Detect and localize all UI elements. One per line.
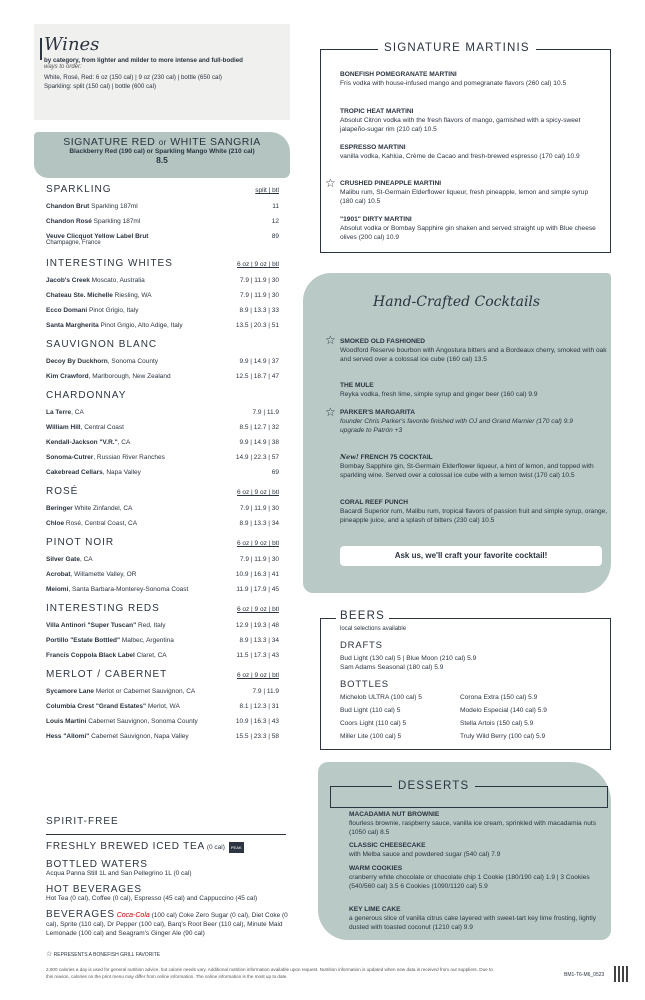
iced-tea-title: FRESHLY BREWED ICED TEA	[46, 841, 205, 853]
wine-name: Santa Margherita	[46, 322, 99, 329]
wine-sub: Champagne, France	[46, 240, 101, 246]
beers-sub: local selections available	[340, 626, 407, 632]
wine-name: Kendall-Jackson "V.R."	[46, 439, 118, 446]
drafts-title: DRAFTS	[340, 640, 383, 651]
wine-desc: , Willamette Valley, OR	[70, 571, 137, 578]
martini-name: TROPIC HEAT MARTINI	[340, 108, 414, 115]
cocktail-desc: Bacardi Superior rum, Malibu rum, tropical flavors of passion fruit and simple syrup, orange, pineapple juice, and a splash of bitters (230 cal) 10.5	[340, 508, 608, 524]
bottle-item: Stella Artois (150 cal) 5.9	[460, 720, 534, 727]
water-desc: Acqua Panna Still 1L and San Pellegrino 1L (0 cal)	[46, 870, 192, 877]
ask-cocktail-banner: Ask us, we'll craft your favorite cocktail!	[340, 546, 602, 566]
wine-desc: , Russian River Ranches	[93, 454, 165, 461]
wine-desc: Sparkling 187ml	[91, 218, 141, 225]
dessert-name: KEY LIME CAKE	[349, 906, 401, 913]
bottle-item: Modelo Especial (140 cal) 5.9	[460, 707, 547, 714]
section-columns: 6 oz | 9 oz | btl	[236, 540, 279, 547]
star-icon: ☆	[325, 405, 336, 419]
wine-price: 11	[272, 203, 279, 210]
wine-price: 7.9 | 11.9 | 30	[239, 292, 279, 299]
wine-item	[46, 277, 279, 284]
cocktail-desc: Reyka vodka, fresh lime, simple syrup and ginger beer (160 cal) 9.9	[340, 391, 538, 398]
wine-desc: White Zinfandel, CA	[72, 505, 133, 512]
wine-item	[46, 505, 279, 512]
wine-price: 11.5 | 17.3 | 43	[236, 652, 279, 659]
wine-desc: , CA	[71, 409, 84, 416]
wine-item	[46, 718, 279, 725]
section-title: INTERESTING WHITES	[46, 258, 173, 269]
martini-name: "1901" DIRTY MARTINI	[340, 216, 412, 223]
wine-item	[46, 358, 279, 365]
wine-item	[46, 688, 279, 695]
bottles-title: BOTTLES	[340, 679, 389, 690]
wine-item	[46, 424, 279, 431]
martini-name: CRUSHED PINEAPPLE MARTINI	[340, 180, 442, 187]
wines-title: Wines	[44, 34, 100, 55]
wine-name: Villa Antinori "Super Tuscan"	[46, 622, 137, 629]
wine-name: Veuve Clicquot Yellow Label Brut	[46, 233, 149, 240]
dessert-desc: with Melba sauce and powdered sugar (540 cal) 7.9	[349, 851, 501, 858]
wine-item	[46, 373, 279, 380]
wine-price: 9.9 | 14.9 | 37	[239, 358, 279, 365]
wine-item	[46, 571, 279, 578]
wine-price: 14.9 | 22.3 | 57	[235, 454, 279, 461]
wine-name: William Hill	[46, 424, 81, 431]
wine-price: 12.9 | 19.3 | 48	[235, 622, 279, 629]
section-header-whites	[46, 258, 279, 269]
cocktail-name: FRENCH 75 COCKTAIL	[360, 454, 433, 461]
wine-price: 13.5 | 20.3 | 51	[235, 322, 279, 329]
wine-name: Chandon Rosé	[46, 218, 92, 225]
section-header-chard	[46, 390, 279, 401]
star-icon: ☆	[325, 333, 336, 347]
wine-desc: Claret, CA	[134, 652, 167, 659]
wine-name: Jacob's Creek	[46, 277, 90, 284]
cocktail-desc: founder Chris Parker's favorite finished with OJ and Grand Marnier (170 cal) 9.9	[340, 418, 573, 425]
sangria-sub: Blackberry Red (190 cal) or Sparkling Mango White (210 cal)	[69, 148, 255, 155]
wine-name: Hess "Allomi"	[46, 733, 90, 740]
martini-desc: Fris vodka with house-infused mango and pomegranate flavors (260 cal) 10.5	[340, 80, 567, 87]
wine-name: Beringer	[46, 505, 73, 512]
water-title: BOTTLED WATERS	[46, 859, 148, 870]
wine-name: Sycamore Lane	[46, 688, 95, 695]
section-title: CHARDONNAY	[46, 390, 127, 401]
wine-item	[46, 439, 279, 446]
draft-line-1: Bud Light (130 cal) 5 | Blue Moon (210 cal) 5.9	[340, 655, 477, 662]
wine-price: 69	[271, 469, 279, 476]
wine-desc: Red, Italy	[136, 622, 166, 629]
wine-price: 9.9 | 14.9 | 38	[239, 439, 279, 446]
bottle-item: Truly Wild Berry (100 cal) 5.9	[460, 733, 546, 740]
section-title: MERLOT / CABERNET	[46, 669, 168, 680]
wine-item	[46, 203, 279, 210]
section-columns: 6 oz | 9 oz | btl	[236, 672, 279, 679]
bottle-item: Bud Light (110 cal) 5	[340, 707, 401, 714]
section-title: INTERESTING REDS	[46, 603, 160, 614]
wine-name: Cakebread Cellars	[46, 469, 103, 476]
iced-tea-cal: (0 cal)	[206, 844, 225, 852]
wine-name: Chloe	[46, 520, 65, 527]
bottle-item: Miller Lite (100 cal) 5	[340, 733, 402, 740]
wines-header	[34, 24, 290, 120]
dessert-desc: flourless brownie, raspberry sauce, vanilla ice cream, sprinkled with macadamia nuts (1050 cal) 8.5	[349, 820, 597, 836]
wine-item	[46, 292, 279, 299]
bottle-item: Michelob ULTRA (100 cal) 5	[340, 694, 422, 701]
sangria-title-b: WHITE SANGRIA	[170, 136, 261, 148]
wine-name: La Terre	[46, 409, 72, 416]
sangria-or: or	[158, 138, 167, 147]
wine-price: 7.9 | 11.9 | 30	[239, 556, 279, 563]
wine-price: 7.9 | 11.9 | 30	[239, 505, 279, 512]
wine-desc: Merlot, WA	[146, 703, 180, 710]
sangria-title-a: SIGNATURE RED	[63, 136, 156, 148]
cocktail-desc: Bombay Sapphire gin, St-Germain Elderflower liqueur, a hint of lemon, and topped with sparkling wine. Served over a colossal ice cube with a lemon twist (170 cal) 10.5	[340, 463, 594, 479]
wine-item	[46, 652, 279, 659]
martini-name: ESPRESSO MARTINI	[340, 144, 406, 151]
coca-cola-logo: Coca-Cola	[116, 912, 150, 919]
dessert-desc: cranberry white chocolate or chocolate chip 1 Cookie (180/190 cal) 1.9 | 3 Cookies (540/560 cal) 3.5 6 Cookies (1090/1120 cal) 5.9	[349, 874, 590, 890]
divider	[46, 834, 286, 835]
wine-price: 11.9 | 17.9 | 45	[236, 586, 279, 593]
wine-name: Chateau Ste. Michelle	[46, 292, 113, 299]
wine-price: 7.9 | 11.9	[252, 409, 279, 416]
wine-name: Columbia Crest "Grand Estates"	[46, 703, 147, 710]
wines-order-label: ways to order:	[44, 64, 82, 70]
wine-desc: , CA	[117, 439, 131, 446]
wine-price: 8.9 | 13.3 | 33	[239, 307, 279, 314]
wine-item	[46, 637, 279, 644]
wine-item	[46, 218, 279, 225]
wine-price: 89	[271, 233, 279, 240]
wine-desc: Riesling, WA	[112, 292, 152, 299]
wine-name: Decoy By Duckhorn	[46, 358, 108, 365]
wine-item	[46, 556, 279, 563]
beers-title: BEERS	[336, 610, 389, 622]
wine-desc: , Marlborough, New Zealand	[88, 373, 171, 380]
martini-desc: Absolut vodka or Bombay Sapphire gin shaken and served straight up with Blue cheese olives (200 cal) 10.9	[340, 225, 596, 241]
section-columns: split | btl	[255, 187, 279, 194]
wine-item	[46, 307, 279, 314]
cocktail-name: THE MULE	[340, 382, 374, 389]
bottle-item: Corona Extra (150 cal) 5.9	[460, 694, 538, 701]
peak-logo: PEAK	[229, 842, 244, 853]
wine-desc: Malbec, Argentina	[120, 637, 174, 644]
section-header-reds	[46, 603, 279, 614]
cocktail-name: CORAL REEF PUNCH	[340, 499, 409, 506]
wine-price: 8.9 | 13.3 | 34	[239, 637, 279, 644]
martinis-title: SIGNATURE MARTINIS	[378, 42, 536, 54]
wine-desc: Merlot or Cabernet Sauvignon, CA	[94, 688, 196, 695]
wine-list	[46, 182, 279, 740]
qr-code-icon	[614, 966, 630, 982]
martini-name: BONEFISH POMEGRANATE MARTINI	[340, 71, 457, 78]
star-icon: ☆	[325, 176, 336, 190]
wine-price: 7.9 | 11.9	[252, 688, 279, 695]
wine-desc: , Central Coast	[80, 424, 124, 431]
cocktail-name: SMOKED OLD FASHIONED	[340, 338, 425, 345]
cocktail-desc: Woodford Reserve bourbon with Angostura bitters and a Bordeaux cherry, smoked with oak and served over a colossal ice cube (160 cal) 13.5	[340, 347, 607, 363]
draft-line-2: Sam Adams Seasonal (180 cal) 5.9	[340, 664, 444, 671]
wine-price: 15.5 | 23.3 | 58	[235, 733, 279, 740]
wine-price: 7.9 | 11.9 | 30	[239, 277, 279, 284]
wine-name: Meiomi	[46, 586, 69, 593]
section-header-rose	[46, 486, 279, 497]
wine-item	[46, 469, 279, 476]
wines-pricing-1: White, Rosé, Red: 6 oz (150 cal) | 9 oz (230 cal) | bottle (650 cal)	[44, 74, 222, 81]
wine-price: 10.9 | 16.3 | 43	[235, 718, 279, 725]
wine-name: Louis Martini	[46, 718, 87, 725]
cocktail-extra: upgrade to Patrón +3	[340, 427, 403, 434]
wine-price: 12.5 | 18.7 | 47	[235, 373, 279, 380]
wine-desc: , Sonoma County	[107, 358, 159, 365]
wine-price: 10.9 | 16.3 | 41	[235, 571, 279, 578]
wine-item	[46, 622, 279, 629]
wine-desc: , Napa Valley	[102, 469, 141, 476]
wine-name: Ecco Domani	[46, 307, 88, 314]
section-columns: 6 oz | 9 oz | btl	[236, 261, 279, 268]
wine-price: 8.1 | 12.3 | 31	[239, 703, 279, 710]
section-title: SAUVIGNON BLANC	[46, 339, 158, 350]
wine-desc: Moscato, Australia	[89, 277, 145, 284]
section-header-pinot	[46, 537, 279, 548]
sangria-banner	[34, 132, 290, 178]
wine-item	[46, 520, 279, 527]
spirit-free-title: SPIRIT-FREE	[46, 816, 119, 827]
wine-desc: Cabernet Sauvignon, Napa Valley	[89, 733, 189, 740]
dessert-name: CLASSIC CHEESECAKE	[349, 842, 426, 849]
wine-desc: Sparkling 187ml	[89, 203, 138, 210]
wine-item	[46, 454, 279, 461]
martini-desc: vanilla vodka, Kahlúa, Crème de Cacao and fresh-brewed espresso (170 cal) 10.9	[340, 153, 580, 160]
wine-desc: Cabernet Sauvignon, Sonoma County	[86, 718, 198, 725]
hot-desc: Hot Tea (0 cal), Coffee (0 cal), Espresso (45 cal) and Cappuccino (45 cal)	[46, 895, 258, 902]
wine-item	[46, 703, 279, 710]
wine-desc: , CA	[79, 556, 93, 563]
dessert-name: WARM COOKIES	[349, 865, 403, 872]
wine-name: Silver Gate	[46, 556, 80, 563]
wine-desc: Pinot Grigio, Italy	[87, 307, 139, 314]
new-badge: New!	[340, 453, 359, 461]
wine-price: 8.5 | 12.7 | 32	[239, 424, 279, 431]
wine-name: Portillo "Estate Bottled"	[46, 637, 121, 644]
section-title: SPARKLING	[46, 184, 112, 195]
wine-item	[46, 322, 279, 329]
martini-desc: Malibu rum, St-Germain Elderflower liqueur, fresh pineapple, lemon and simple syrup (180 cal) 10.5	[340, 189, 589, 205]
nutrition-note: 2,000 calories a day is used for general nutrition advice, but calorie needs vary. Additional nutrition information available upon request. Nutrition information is updated when new data is received from our suppliers. Due to this reason, calories on the print menu may differ from online information. The online information is the most up to date.	[46, 967, 493, 979]
wine-price: 8.9 | 13.3 | 34	[239, 520, 279, 527]
menu-code: BM1-T6-M6_0523	[564, 972, 605, 978]
wine-desc: , Santa Barbara-Monterey-Sonoma Coast	[68, 586, 189, 593]
wine-name: Kim Crawford	[46, 373, 89, 380]
wine-item	[46, 409, 279, 416]
cocktails-title: Hand-Crafted Cocktails	[373, 294, 541, 310]
section-title: ROSÉ	[46, 486, 79, 497]
wine-item	[46, 733, 279, 740]
section-columns: 6 oz | 9 oz | btl	[236, 606, 279, 613]
section-title: PINOT NOIR	[46, 537, 115, 548]
section-header-merlot	[46, 669, 279, 680]
bottle-item: Coors Light (110 cal) 5	[340, 720, 407, 727]
favorite-note: REPRESENTS A BONEFISH GRILL FAVORITE	[53, 952, 161, 958]
section-header-sauv	[46, 339, 279, 350]
wine-name: Francis Coppola Black Label	[46, 652, 135, 659]
dessert-desc: a generous slice of vanilla citrus cake layered with sweet-tart key lime frosting, lightly dusted with toasted coconut (1210 cal) 9.9	[349, 915, 597, 931]
hot-title: HOT BEVERAGES	[46, 884, 142, 895]
wine-name: Acrobat	[46, 571, 71, 578]
wine-item	[46, 586, 279, 593]
wine-desc: Pinot Grigio, Alto Adige, Italy	[98, 322, 183, 329]
wines-pricing-2: Sparkling: split (150 cal) | bottle (600 cal)	[44, 83, 157, 90]
cocktail-name: PARKER'S MARGARITA	[340, 409, 415, 416]
section-header-sparkling	[46, 184, 279, 195]
wines-description: by category, from lighter and milder to more intense and full-bodied	[44, 57, 243, 64]
wine-item	[46, 233, 279, 246]
wine-price: 12	[271, 218, 279, 225]
desserts-title: DESSERTS	[392, 780, 475, 792]
martini-desc: Absolut Citron vodka with the fresh flavors of mango, garnished with a spicy-sweet jalapeño-sugar rim (210 cal) 10.5	[340, 117, 581, 133]
section-columns: 6 oz | 9 oz | btl	[236, 489, 279, 496]
dessert-name: MACADAMIA NUT BROWNIE	[349, 811, 440, 818]
sangria-price: 8.5	[156, 155, 168, 165]
star-icon: ☆	[46, 951, 53, 958]
wine-name: Chandon Brut	[46, 203, 90, 210]
wine-name: Sonoma-Cutrer	[46, 454, 94, 461]
beverages-title: BEVERAGES	[46, 909, 115, 920]
wine-desc: Rosé, Central Coast, CA	[64, 520, 138, 527]
beverages-desc: (100 cal) Coke Zero Sugar (0 cal), Diet Coke (0 cal), Sprite (110 cal), Dr Pepper (100 cal), Barq's Root Beer (110 cal), Minute Maid Lemonade (100 cal) and Seagram's Ginger Ale (90 cal)	[46, 912, 288, 937]
